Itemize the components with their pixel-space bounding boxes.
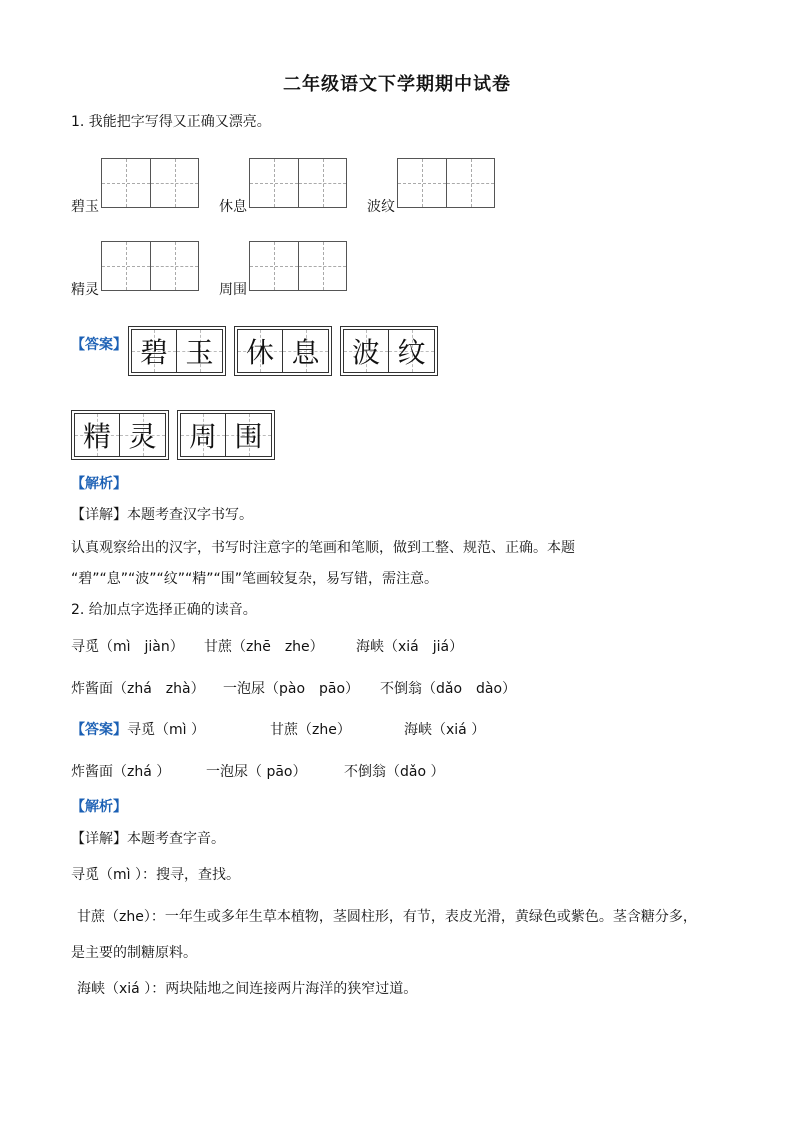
answer-grid	[71, 410, 169, 460]
writing-grid[interactable]	[397, 158, 495, 208]
answer-char: 波	[351, 336, 380, 369]
answer-grid	[128, 326, 226, 376]
answer-char: 玉	[185, 336, 214, 369]
answer-grid	[177, 410, 275, 460]
option-item: 甘蔗（zhē zhe）	[204, 639, 324, 655]
option-item: 一泡尿（pào pāo）	[223, 681, 360, 697]
answer-char: 息	[291, 336, 320, 369]
detail-tag: 【详解】	[71, 507, 127, 523]
option-item: 不倒翁（dǎo dào）	[380, 681, 517, 697]
answer-char: 围	[234, 420, 263, 453]
analysis-tag: 【解析】	[71, 799, 127, 815]
explanation-line: “碧”“息”“波”“纹”“精”“围”笔画较复杂，易写错，需注意。	[71, 571, 439, 587]
explanation-line: 甘蔗（zhe）：一年生或多年生草本植物，茎圆柱形，有节，表皮光滑，黄绿色或紫色。茎含糖分多，	[77, 909, 697, 925]
detail-tag: 【详解】	[71, 831, 127, 847]
writing-grid[interactable]	[249, 241, 347, 291]
writing-grid[interactable]	[249, 158, 347, 208]
answer-char: 周	[188, 420, 217, 453]
detail-text: 本题考查字音。	[127, 831, 225, 847]
answer-item: 不倒翁（dǎo ）	[344, 764, 445, 780]
answer-grid	[340, 326, 438, 376]
detail-text: 本题考查汉字书写。	[127, 507, 253, 523]
answer-char: 精	[82, 420, 111, 453]
option-item: 炸酱面（zhá zhà）	[71, 681, 205, 697]
page-title: 二年级语文下学期期中试卷	[283, 74, 511, 95]
answer-item: 寻觅（mì ）	[127, 722, 205, 738]
answer-char: 纹	[397, 336, 426, 369]
answer-char: 灵	[128, 420, 157, 453]
answer-tag: 【答案】	[71, 337, 127, 353]
answer-grid	[234, 326, 332, 376]
writing-grid[interactable]	[101, 158, 199, 208]
question-1-prompt: 1. 我能把字写得又正确又漂亮。	[71, 114, 271, 130]
explanation-line: 是主要的制糖原料。	[71, 945, 197, 961]
word-label: 精灵	[71, 282, 99, 298]
option-item: 寻觅（mì jiàn）	[71, 639, 184, 655]
detail-line	[71, 504, 253, 524]
analysis-tag: 【解析】	[71, 476, 127, 492]
explanation-line: 寻觅（mì ）：搜寻，查找。	[71, 867, 240, 883]
answer-item: 海峡（xiá ）	[404, 722, 486, 738]
word-label: 休息	[219, 199, 247, 215]
explanation-line: 认真观察给出的汉字，书写时注意字的笔画和笔顺，做到工整、规范、正确。本题	[71, 540, 575, 556]
answer-char: 休	[245, 336, 274, 369]
answer-tag: 【答案】	[71, 722, 127, 738]
answer-item: 一泡尿（ pāo）	[206, 764, 307, 780]
answer-item: 炸酱面（zhá ）	[71, 764, 171, 780]
answer-item: 甘蔗（zhe）	[270, 722, 351, 738]
explanation-line: 海峡（xiá ）：两块陆地之间连接两片海洋的狭窄过道。	[77, 981, 418, 997]
detail-line	[71, 828, 225, 848]
question-2-prompt: 2. 给加点字选择正确的读音。	[71, 602, 257, 618]
writing-grid[interactable]	[101, 241, 199, 291]
word-label: 周围	[219, 282, 247, 298]
answer-line	[71, 719, 205, 739]
answer-char: 碧	[139, 336, 168, 369]
option-item: 海峡（xiá jiá）	[356, 639, 464, 655]
word-label: 碧玉	[71, 199, 99, 215]
word-label: 波纹	[367, 199, 395, 215]
